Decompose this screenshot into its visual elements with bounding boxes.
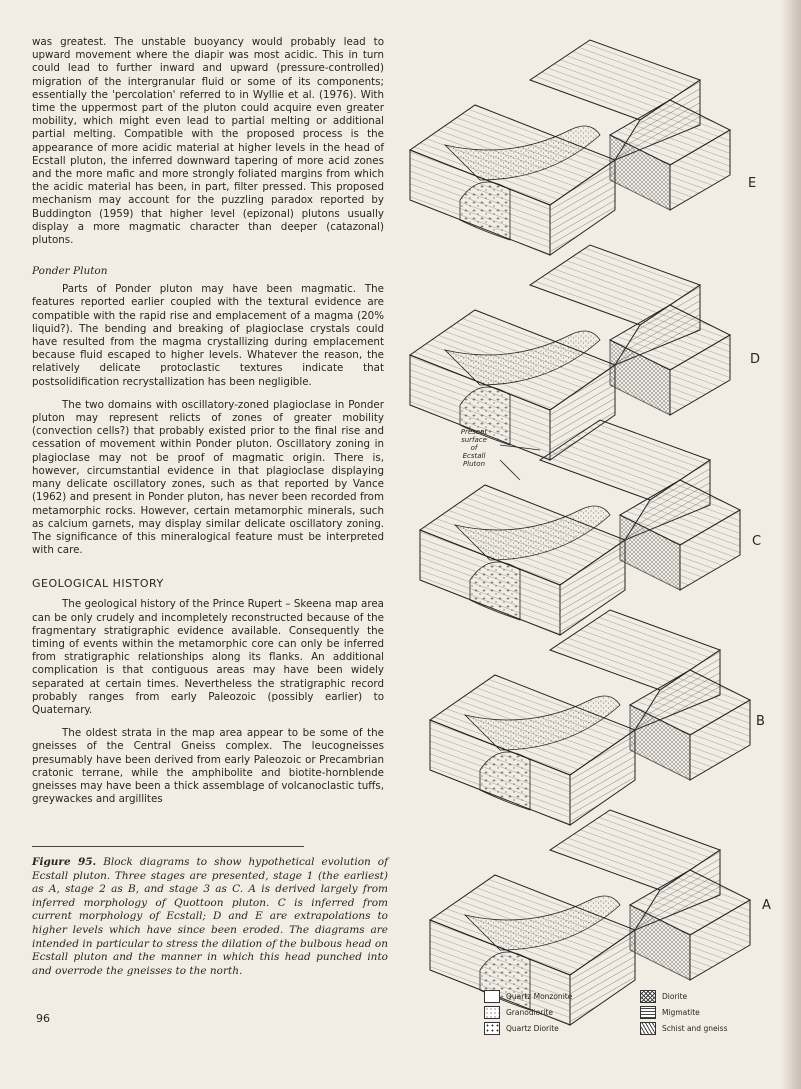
binding-shadow bbox=[781, 0, 801, 1089]
block-diagram-e bbox=[410, 40, 730, 255]
quartz-monzonite-swatch bbox=[484, 990, 500, 1003]
ponder-pluton-heading: Ponder Pluton bbox=[32, 265, 108, 278]
diorite-swatch bbox=[640, 990, 656, 1003]
legend-item bbox=[640, 990, 687, 1003]
legend-item bbox=[484, 1022, 559, 1035]
paragraph-history-2: The oldest strata in the map area appear to be some of the gneisses of the Central Gneiss complex. The leucogneisses presumably have been derived from early Paleozoic or Precambrian cratonic terrane, while the amphibolite and biotite-hornblende gneisses may have been a thick assemblage of volcanoclastic tuffs, greywackes and argillites bbox=[32, 727, 384, 806]
present-label-line: Pluton bbox=[462, 460, 486, 468]
caption-divider bbox=[32, 846, 304, 847]
caption-label: Figure 95. bbox=[32, 856, 97, 868]
page-number: 96 bbox=[36, 1012, 50, 1025]
block-diagram-b bbox=[430, 610, 750, 825]
quartz-diorite-swatch bbox=[484, 1022, 500, 1035]
legend-item bbox=[484, 990, 572, 1003]
present-surface-label bbox=[452, 428, 496, 468]
caption-text: Block diagrams to show hypothetical evolution of Ecstall pluton. Three stages are presented, stage 1 (the earliest) as A, stage 2 as B, and stage 3 as C. A is derived largely from inferred morphology of Quottoon pluton. C is inferred from current morphology of Ecstall; D and E are extrapolations to higher levels which have since been eroded. The diagrams are intended in particular to stress the dilation of the bulbous head on Ecstall pluton and the manner in which this head punched into and overrode the gneisses to the north. bbox=[32, 856, 388, 977]
present-label-line: of bbox=[470, 444, 478, 452]
legend-label: Quartz Diorite bbox=[506, 1024, 559, 1033]
paragraph-ponder-2: The two domains with oscillatory-zoned plagioclase in Ponder pluton may represent relicts of zones of greater mobility (convection cells?) that probably existed prior to the final rise and cessation of movement within Ponder pluton. Oscillatory zoning in plagioclase may not be proof of magmatic origin. There is, however, circumstantial evidence in that plagioclase displaying many delicate oscillatory zones, such as that reported by Vance (1962) and present in Ponder pluton, has never been recorded from metamorphic rocks. However, certain metamorphic minerals, such as calcium garnets, may display similar delicate oscillatory zoning. The significance of this mineralogical feature must be interpreted with care. bbox=[32, 398, 384, 557]
present-label-line: Ecstall bbox=[462, 452, 486, 460]
present-label-line: surface bbox=[461, 436, 487, 444]
present-label-line: Present bbox=[460, 428, 488, 436]
block-diagram-figure bbox=[400, 20, 790, 1060]
stage-e-letter: E bbox=[748, 176, 757, 191]
schist-gneiss-swatch bbox=[640, 1022, 656, 1035]
paragraph-diapir: was greatest. The unstable buoyancy would probably lead to upward movement where the diapir was most acidic. This in turn could lead to further inward and upward (pressure-controlled) migration of the intergranular fluid or some of its components; essentially the 'percolation' referred to in Wyllie et al. (1976). With time the uppermost part of the pluton could acquire even greater mobility, which might even lead to partial melting or additional partial melting. Compatible with the proposed process is the appearance of more acidic material at higher levels in the head of Ecstall pluton, the inferred downward tapering of more acid zones and the more mafic and more strongly foliated margins from which the acidic material has been, in part, filter pressed. This proposed mechanism may account for the puzzling paradox reported by Buddington (1959) that higher level (epizonal) plutons usually display a more magmatic character than deeper (catazonal) plutons. bbox=[32, 36, 384, 247]
legend-label: Schist and gneiss bbox=[662, 1024, 728, 1033]
stage-c-letter: C bbox=[752, 534, 762, 549]
paragraph-ponder-1: Parts of Ponder pluton may have been magmatic. The features reported earlier coupled with the textural evidence are compatible with the rapid rise and emplacement of a magma (20% liquid?). The bending and breaking of plagioclase crystals could have resulted from the magma crystallizing during emplacement because fluid escaped to higher levels. Whatever the reason, the relatively delicate protoclastic textures indicate that postsolidification recrystallization has been negligible. bbox=[32, 283, 384, 388]
legend-label: Quartz Monzonite bbox=[506, 992, 573, 1001]
stage-b-letter: B bbox=[756, 714, 765, 729]
geological-history-heading: GEOLOGICAL HISTORY bbox=[32, 577, 164, 591]
figure-legend bbox=[484, 990, 784, 1040]
left-text-column bbox=[32, 36, 384, 816]
stage-d-letter: D bbox=[750, 352, 761, 367]
migmatite-swatch bbox=[640, 1006, 656, 1019]
legend-item bbox=[640, 1006, 700, 1019]
legend-label: Diorite bbox=[662, 992, 688, 1001]
granodiorite-swatch bbox=[484, 1006, 500, 1019]
paragraph-history-1: The geological history of the Prince Rupert – Skeena map area can be only crudely and incompletely reconstructed because of the fragmentary stratigraphic evidence available. Consequently the timing of events within the metamorphic core can only be inferred from stratigraphic relationships along its flanks. An additional complication is that contiguous areas may have been widely separated at certain times. Nevertheless the stratigraphic record probably ranges from early Paleozoic (possibly earlier) to Quaternary. bbox=[32, 598, 384, 716]
legend-item bbox=[640, 1022, 727, 1035]
legend-item bbox=[484, 1006, 553, 1019]
figure-caption bbox=[32, 856, 388, 978]
legend-label: Migmatite bbox=[662, 1008, 700, 1017]
legend-label: Granodiorite bbox=[506, 1008, 553, 1017]
stage-a-letter: A bbox=[762, 898, 771, 913]
